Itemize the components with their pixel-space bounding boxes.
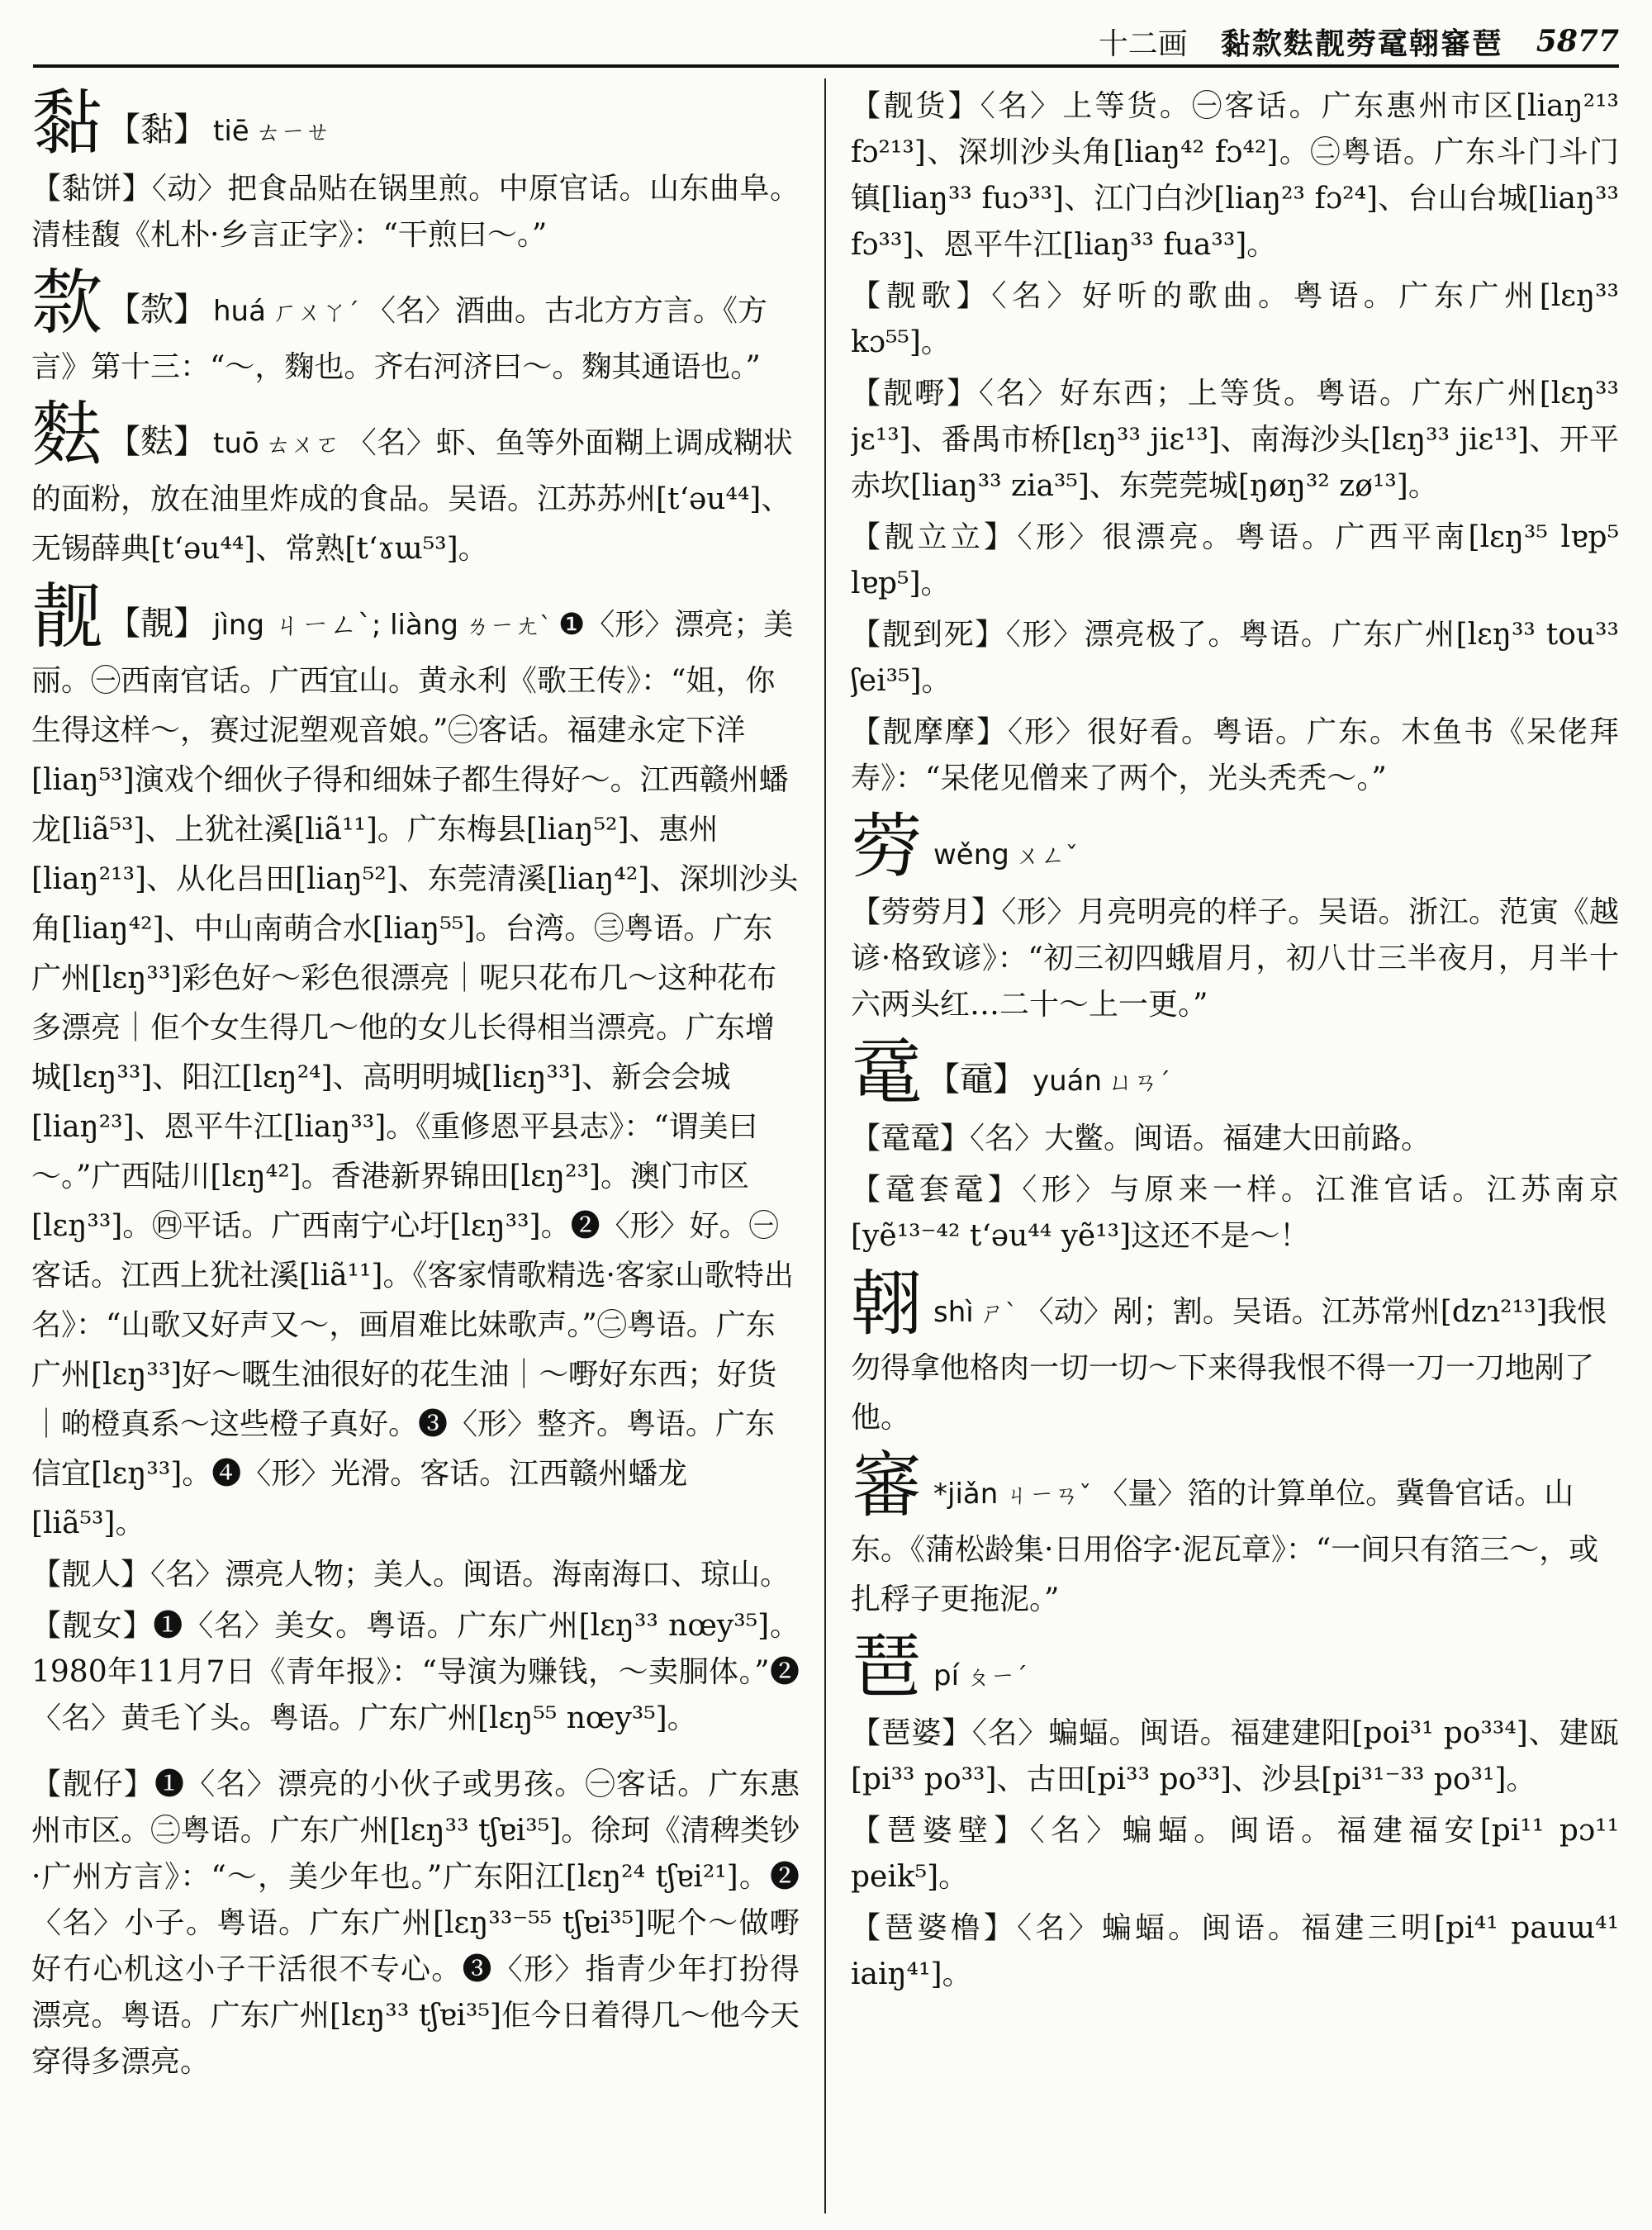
zhuyin: ㄕˋ: [980, 1299, 1018, 1328]
headword-pi: [851, 1626, 1619, 1709]
entry-pipobi: 【琶婆壁】〈名〉蝙蝠。闽语。福建福安[pi¹¹ pɔ¹¹ peik⁵]。: [851, 1814, 1619, 1894]
pinyin: *jiǎn: [933, 1478, 999, 1511]
entry-jingge: 【靓歌】〈名〉好听的歌曲。粤语。广东广州[lɛŋ³³ kɔ⁵⁵]。: [851, 279, 1619, 359]
zhuyin: ㄌㄧㄤˋ: [464, 612, 552, 641]
zhuyin: ㄩㄢˊ: [1108, 1068, 1171, 1097]
headword-tuo: [31, 394, 800, 572]
entry-jingdaosi: 【靓到死】〈形〉漂亮极了。粤语。广东广州[lɛŋ³³ tou³³ ʃei³⁵]。: [851, 618, 1619, 698]
entry-jinghuo: 【靓货】〈名〉上等货。㊀客话。广东惠州市区[liaŋ²¹³ fɔ²¹³]、深圳沙头角[liaŋ⁴² fɔ⁴²]。㊁粤语。广东斗门斗门镇[liaŋ³³ fuɔ³³]、江门白沙[liaŋ²³ fɔ²⁴]、台山台城[liaŋ³³ fɔ³³]、恩平牛江[liaŋ³³ fua³³]。: [851, 89, 1619, 262]
zhuyin: ㄊㄨㄛ: [265, 430, 340, 459]
head-character: 黏: [31, 82, 102, 164]
right-column: [851, 78, 1619, 2218]
column-divider: [824, 78, 826, 2213]
head-character: 䎐: [851, 1263, 922, 1345]
zhuyin: ㄏㄨㄚˊ: [272, 298, 359, 327]
zhuyin: ㄊㄧㄝ: [255, 118, 330, 147]
pinyin: jìng ㄐㄧㄥˋ; liàng: [213, 609, 458, 642]
headword-yuan: [851, 1032, 1619, 1114]
zhuyin: ㄐㄧㄢˇ: [1004, 1481, 1092, 1510]
headword-tie: [31, 82, 800, 164]
definition: ❶〈形〉漂亮；美丽。㊀西南官话。广西宜山。黄永利《歌王传》：“姐，你生得这样～，赛过泥塑观音娘。”㊁客话。福建永定下洋[liaŋ⁵³]演戏个细伙子得和细妹子都生得好～。江西赣州蟠龙[liã⁵³]、上犹社溪[liã¹¹]。广东梅县[liaŋ⁵²]、惠州[liaŋ²¹³]、从化吕田[liaŋ⁵²]、东莞清溪[liaŋ⁴²]、深圳沙头角[liaŋ⁴²]、中山南萌合水[liaŋ⁵⁵]。台湾。㊂粤语。广东广州[lɛŋ³³]彩色好～彩色很漂亮｜呢只花布几～这种花布多漂亮｜佢个女生得几～他的女儿长得相当漂亮。广东增城[lɛŋ³³]、阳江[lɛŋ²⁴]、高明明城[liɛŋ³³]、新会会城[liaŋ²³]、恩平牛江[liaŋ³³]。《重修恩平县志》：“谓美曰～。”广西陆川[lɛŋ⁴²]。香港新界锦田[lɛŋ²³]。澳门市区[lɛŋ³³]。㊃平话。广西南宁心圩[lɛŋ³³]。❷〈形〉好。㊀客话。江西上犹社溪[liã¹¹]。《客家情歌精选·客家山歌特出名》：“山歌又好声又～，画眉难比妹歌声。”㊁粤语。广东广州[lɛŋ³³]好～嘅生油很好的花生油｜～嘢好东西；好货｜啲橙真系～这些橙子真好。❸〈形〉整齐。粤语。广东信宜[lɛŋ³³]。❹〈形〉光滑。客话。江西赣州蟠龙[liã⁵³]。: [31, 608, 799, 1540]
entry-jingye: 【靓嘢】〈名〉好东西；上等货。粤语。广东广州[lɛŋ³³ jɛ¹³]、番禺市桥[lɛŋ³³ jiɛ¹³]、南海沙头[lɛŋ³³ jiɛ¹³]、开平赤坎[liaŋ³³ zia³⁵]、东莞莞城[ŋøŋ³² zø¹³]。: [851, 377, 1619, 503]
entry-pipo: 【琶婆】〈名〉蝙蝠。闽语。福建建阳[poi³¹ po³³⁴]、建瓯[pi³³ po³³]、古田[pi³³ po³³]、沙县[pi³¹⁻³³ po³¹]。: [851, 1716, 1619, 1796]
head-character: 歀: [31, 262, 102, 344]
header-section: 十二画: [1098, 26, 1188, 61]
entry-wengwengyue: 【䓖䓖月】〈形〉月亮明亮的样子。吴语。浙江。范寅《越谚·格致谚》：“初三初四蛾眉月，初八廿三半夜月，月半十六两头红…二十～上一更。”: [851, 895, 1619, 1022]
pinyin: huá: [213, 295, 266, 328]
pinyin: shì: [933, 1296, 974, 1329]
entry-jingren: 【靓人】〈名〉漂亮人物；美人。闽语。海南海口、琼山。: [31, 1558, 790, 1592]
entry-jingmomo: 【靓摩摩】〈形〉很好看。粤语。广东。木鱼书《呆佬拜寿》：“呆佬见僧来了两个，光头秃秃～。”: [851, 715, 1619, 795]
entry-pipolu: 【琶婆橹】〈名〉蝙蝠。闽语。福建三明[pi⁴¹ pauɯ⁴¹ iaiŋ⁴¹]。: [851, 1911, 1619, 1991]
headword-jing: [31, 576, 800, 1547]
traditional-form: 【歀】: [107, 291, 206, 329]
pinyin: pí: [933, 1659, 960, 1692]
zhuyin: ㄨㄥˇ: [1015, 842, 1078, 871]
entry-yuanyuan: 【鼋鼋】〈名〉大鳖。闽语。福建大田前路。: [851, 1122, 1431, 1155]
pinyin: tuō: [213, 427, 259, 460]
entry-jinglili: 【靓立立】〈形〉很漂亮。粤语。广西平南[lɛŋ³⁵ lɐp⁵ lɐp⁵]。: [851, 520, 1619, 600]
head-character: 麮: [31, 394, 102, 477]
head-character: 䆺: [851, 1445, 922, 1527]
header-characters: 黏歀麮靓䓖鼋䎐䆺琶: [1220, 26, 1503, 61]
head-character: 䓖: [851, 805, 922, 888]
definition: 〈量〉箔的计算单位。冀鲁官话。山东。《蒲松龄集·日用俗字·泥瓦章》：“一间只有箔三～，或扎稃子更拖泥。”: [851, 1477, 1599, 1616]
entry-tiebing: 【黏饼】〈动〉把食品贴在锅里煎。中原官话。山东曲阜。清桂馥《札朴·乡言正字》：“干煎曰～。”: [31, 172, 800, 252]
headword-shi: [851, 1263, 1619, 1441]
pinyin: tiē: [213, 115, 249, 148]
pinyin: wěng: [933, 838, 1009, 871]
pinyin: yuán: [1032, 1065, 1103, 1098]
head-character: 琶: [851, 1626, 922, 1709]
headword-hua: [31, 262, 800, 391]
traditional-form: 【黿】: [927, 1060, 1026, 1098]
head-character: 靓: [31, 576, 102, 658]
definition: 〈名〉酒曲。古北方方言。《方言》第十三：“～，麴也。齐右河济曰～。麴其通语也。”: [31, 294, 767, 384]
headword-jian: [851, 1445, 1619, 1623]
definition: 〈动〉剐；割。吴语。江苏常州[dzɿ²¹³]我恨勿得拿他格肉一切一切～下来得我恨不得一刀一刀地剐了他。: [851, 1295, 1607, 1435]
traditional-form: 【黏】: [107, 111, 206, 149]
headword-weng: [851, 805, 1619, 888]
definition: 〈名〉虾、鱼等外面糊上调成糊状的面粉，放在油里炸成的食品。吴语。江苏苏州[tʻəu⁴⁴]、无锡薛典[tʻəu⁴⁴]、常熟[tʻɤɯ⁵³]。: [31, 426, 793, 566]
zhuyin: ㄆㄧˊ: [966, 1663, 1028, 1691]
entry-yuantaoyuan: 【鼋套鼋】〈形〉与原来一样。江淮官话。江苏南京[yẽ¹³⁻⁴² tʻəu⁴⁴ yẽ¹³]这还不是～！: [851, 1173, 1619, 1253]
left-column: [31, 78, 800, 2218]
entry-jingnv: 【靓女】❶〈名〉美女。粤语。广东广州[lɛŋ³³ nœy³⁵]。1980年11月7日《青年报》：“导演为赚钱，～卖胴体。”❷〈名〉黄毛丫头。粤语。广东广州[lɛŋ⁵⁵ nœy³⁵]。: [31, 1609, 800, 1735]
entry-jingzai: 【靓仔】❶〈名〉漂亮的小伙子或男孩。㊀客话。广东惠州市区。㊁粤语。广东广州[lɛŋ³³ tʃɐi³⁵]。徐珂《清稗类钞·广州方言》：“～，美少年也。”广东阳江[lɛŋ²⁴ tʃɐi²¹]。❷〈名〉小子。粤语。广东广州[lɛŋ³³⁻⁵⁵ tʃɐi³⁵]呢个～做嘢好冇心机这小子干活很不专心。❸〈形〉指青少年打扮得漂亮。粤语。广东广州[lɛŋ³³ tʃɐi³⁵]佢今日着得几～他今天穿得多漂亮。: [31, 1767, 800, 2079]
traditional-form: 【靚】: [107, 605, 206, 643]
head-character: 鼋: [851, 1032, 922, 1114]
traditional-form: 【麮】: [107, 423, 206, 461]
running-header: [33, 18, 1619, 68]
page-number: 5877: [1536, 24, 1619, 59]
